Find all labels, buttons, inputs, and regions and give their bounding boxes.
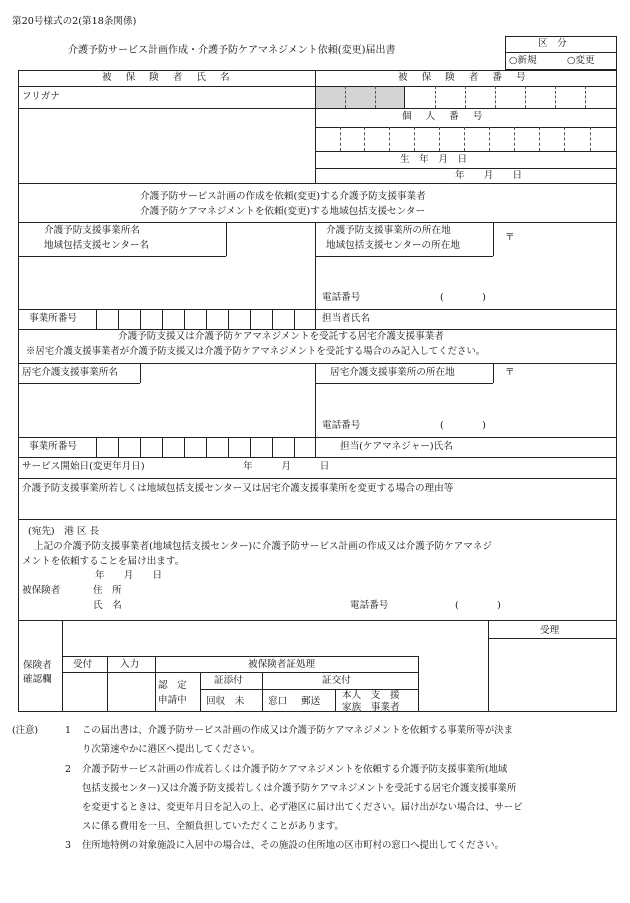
note-2-line3: を変更するときは、変更年月日を記入の上、必ず港区に届け出てください。届け出がない場合は、サービ xyxy=(82,802,523,813)
section2-phone-label: 電話番号 xyxy=(322,420,361,431)
section2-name-label: 居宅介護支援事業所名 xyxy=(22,367,118,378)
section1-phone-field[interactable]: ( ) xyxy=(440,292,486,303)
form-title: 介護予防サービス計画作成・介護予防ケアマネジメント依頼(変更)届出書 xyxy=(68,45,396,56)
cert-pending-line1: 認 定 xyxy=(158,680,187,691)
note-2-line1: 介護予防サービス計画の作成若しくは介護予防ケアマネジメントを依頼する介護予防支援事業所(地域 xyxy=(82,764,508,775)
section1-address-label-line1: 介護予防支援事業所の所在地 xyxy=(326,225,451,236)
insured-name-field[interactable] xyxy=(19,109,314,182)
section1-heading-line1: 介護予防サービス計画の作成を依頼(変更)する介護予防支援事業者 xyxy=(140,191,426,202)
section2-person-field[interactable] xyxy=(478,438,616,456)
section2-phone-field[interactable]: ( ) xyxy=(440,420,486,431)
declarant-phone-label: 電話番号 xyxy=(350,600,389,611)
note-3-number: 3 xyxy=(65,840,71,851)
note-2-line2: 包括支援センター)又は介護予防支援若しくは介護予防ケアマネジメントを受託する居宅介護支援事業所 xyxy=(82,783,517,794)
category-label: 区 分 xyxy=(538,38,567,49)
declarant-name-label: 氏 名 xyxy=(93,600,122,611)
section1-person-label: 担当者氏名 xyxy=(322,313,370,324)
declarant-address-field[interactable] xyxy=(130,584,590,598)
confirm-label-line1: 保険者 xyxy=(23,660,52,671)
section2-postal-mark: 〒 xyxy=(505,367,515,378)
reason-label: 介護予防支援事業所若しくは地域包括支援センター又は居宅介護支援事業所を変更する場合の理由等 xyxy=(22,483,454,494)
birth-date-header: 生 年 月 日 xyxy=(400,154,468,165)
service-start-label: サービス開始日(変更年月日) xyxy=(22,461,145,472)
section1-office-number-label: 事業所番号 xyxy=(29,313,77,324)
note-3-line1: 住所地特例の対象施設に入居中の場合は、その施設の住所地の区市町村の窓口へ提出してください。 xyxy=(82,840,504,851)
section1-heading-line2: 介護予防ケアマネジメントを依頼(変更)する地域包括支援センター xyxy=(140,206,426,217)
section1-address-label-line2: 地域包括支援センターの所在地 xyxy=(326,240,460,251)
card-processing-label: 被保険者証処理 xyxy=(248,659,316,670)
mail-option[interactable]: 郵送 xyxy=(301,696,321,707)
recipient-line1[interactable]: 本人 支 援 xyxy=(342,690,400,701)
recipient-line2[interactable]: 家族 事業者 xyxy=(342,702,400,713)
category-change-option[interactable]: ○変更 xyxy=(567,55,595,66)
form-number: 第20号様式の2(第18条関係) xyxy=(12,16,137,27)
section2-person-label: 担当(ケアマネジャー)氏名 xyxy=(340,441,453,452)
input-field[interactable] xyxy=(108,673,154,711)
intake-label: 受付 xyxy=(73,659,93,670)
cert-pending-line2: 申請中 xyxy=(158,695,187,706)
declarant-name-field[interactable] xyxy=(130,599,330,613)
section2-heading-line1: 介護予防支援又は介護予防ケアマネジメントを受託する居宅介護支援事業者 xyxy=(118,331,444,342)
section2-name-field[interactable] xyxy=(19,384,314,436)
section1-postal-mark: 〒 xyxy=(505,232,515,243)
section2-address-field[interactable] xyxy=(316,384,616,418)
intake-field[interactable] xyxy=(63,673,106,711)
note-1-number: 1 xyxy=(65,725,71,736)
section1-name-label-line2: 地域包括支援センター名 xyxy=(44,240,150,251)
note-2-line4: スに係る費用を一旦、全額負担していただくことがあります。 xyxy=(82,821,344,832)
section1-name-field[interactable] xyxy=(19,257,314,309)
insured-number-header: 被保険者番号 xyxy=(398,72,540,83)
category-new-option[interactable]: ○新規 xyxy=(509,55,537,66)
section1-name-label-line1: 介護予防支援事業所名 xyxy=(44,225,140,236)
collected-status[interactable]: 回収 未 xyxy=(206,696,245,707)
section2-address-label: 居宅介護支援事業所の所在地 xyxy=(330,367,455,378)
section1-phone-label: 電話番号 xyxy=(322,292,361,303)
section2-heading-line2: ※居宅介護支援事業者が介護予防支援又は介護予防ケアマネジメントを受託する場合のみ記入してください。 xyxy=(26,346,486,357)
birth-date-field[interactable]: 年 月 日 xyxy=(455,170,523,181)
personal-number-header: 個人番号 xyxy=(402,111,497,122)
input-label: 入力 xyxy=(120,659,140,670)
note-2-number: 2 xyxy=(65,764,71,775)
insured-name-header: 被保険者氏名 xyxy=(102,72,244,83)
service-start-date[interactable]: 年 月 日 xyxy=(243,461,330,472)
reason-field[interactable] xyxy=(19,498,616,518)
section2-office-number-label: 事業所番号 xyxy=(29,441,77,452)
note-1-line1: この届出書は、介護予防サービス計画の作成又は介護予防ケアマネジメントを依頼する事業所等が決ま xyxy=(82,725,513,736)
received-stamp-area[interactable] xyxy=(489,639,616,711)
received-label: 受理 xyxy=(540,625,560,636)
note-1-line2: り次第速やかに港区へ提出してください。 xyxy=(82,744,261,755)
section1-address-field[interactable] xyxy=(316,257,616,291)
declaration-date[interactable]: 年 月 日 xyxy=(95,570,163,581)
section1-person-field[interactable] xyxy=(376,310,616,328)
card-attached-label: 証添付 xyxy=(214,675,243,686)
furigana-label: フリガナ xyxy=(22,91,60,102)
declarant-phone-field[interactable]: ( ) xyxy=(455,600,501,611)
declaration-body-line2: メントを依頼することを届け出ます。 xyxy=(22,556,185,567)
insured-number-shaded xyxy=(316,87,404,108)
addressee: (宛先) 港 区 長 xyxy=(28,526,100,537)
declarant-address-label: 住 所 xyxy=(93,585,122,596)
declaration-body-line1: 上記の介護予防支援事業者(地域包括支援センター)に介護予防サービス計画の作成又は介護予防ケアマネジ xyxy=(34,541,493,552)
declarant-label: 被保険者 xyxy=(22,585,61,596)
card-issued-label: 証交付 xyxy=(322,675,351,686)
confirm-label-line2: 確認欄 xyxy=(23,674,52,685)
counter-option[interactable]: 窓口 xyxy=(268,696,288,707)
notes-label: (注意) xyxy=(12,725,39,736)
